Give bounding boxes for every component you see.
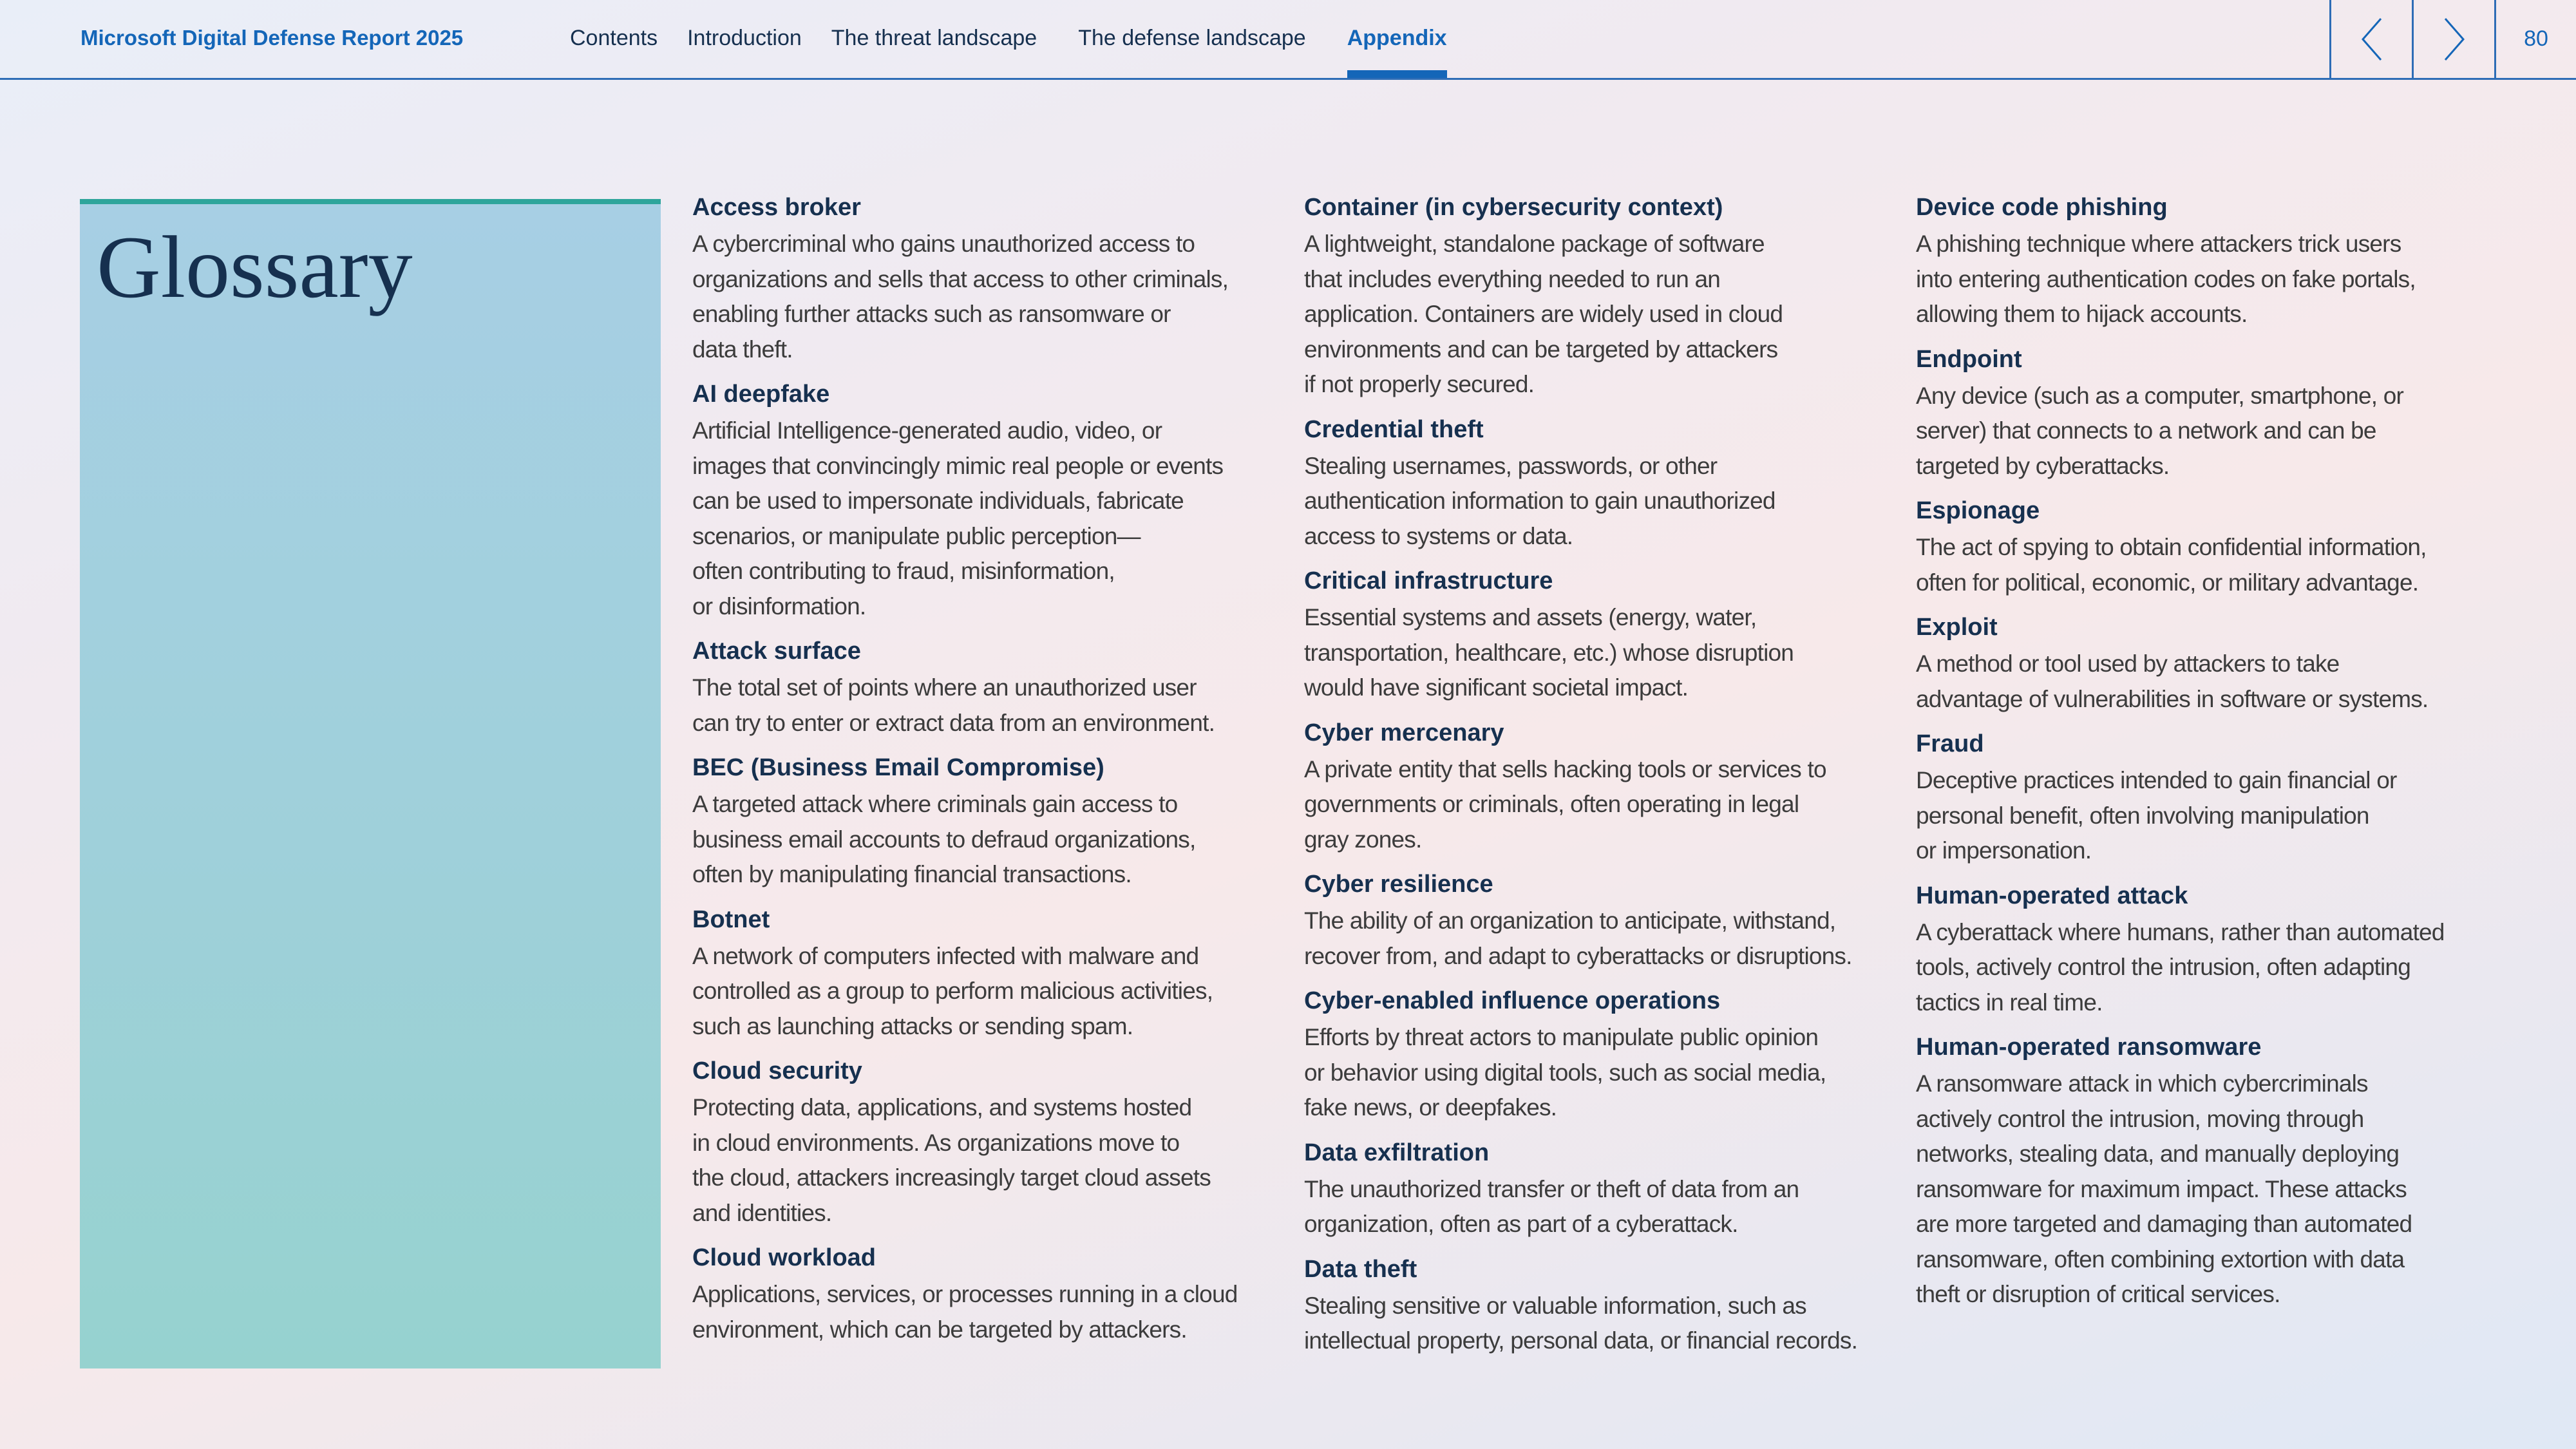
glossary-entry [1304, 1250, 1887, 1359]
glossary-term: Endpoint [1916, 345, 2022, 373]
previous-page-button[interactable] [2329, 0, 2412, 78]
definition-line: Applications, services, or processes running in a cloud [692, 1281, 1238, 1307]
glossary-definition [1916, 763, 2499, 869]
definition-line: often contributing to fraud, misinformation, [692, 558, 1115, 584]
glossary-term: BEC (Business Email Compromise) [692, 754, 1104, 781]
glossary-column-1 [692, 188, 1275, 1355]
glossary-definition [1304, 1020, 1887, 1126]
definition-line: controlled as a group to perform malicious activities, [692, 978, 1213, 1004]
definition-line: can try to enter or extract data from an environment. [692, 709, 1215, 736]
glossary-entry [1916, 876, 2499, 1021]
glossary-definition [1304, 600, 1887, 706]
glossary-term: Data theft [1304, 1255, 1417, 1283]
glossary-entry [1304, 562, 1887, 706]
definition-line: targeted by cyberattacks. [1916, 452, 2170, 479]
glossary-definition [692, 1090, 1275, 1231]
chevron-left-icon [2359, 16, 2385, 62]
definition-line: often for political, economic, or military advantage. [1916, 569, 2419, 596]
glossary-entry [692, 188, 1275, 367]
glossary-entry [1304, 714, 1887, 858]
glossary-entry [1304, 1133, 1887, 1242]
definition-line: often by manipulating financial transactions. [692, 861, 1132, 887]
definition-line: can be used to impersonate individuals, fabricate [692, 488, 1184, 514]
definition-line: A cybercriminal who gains unauthorized access to [692, 231, 1195, 257]
definition-line: personal benefit, often involving manipulation [1916, 802, 2369, 829]
chevron-right-icon [2441, 16, 2467, 62]
glossary-definition [1304, 449, 1887, 554]
glossary-term: Human-operated ransomware [1916, 1034, 2262, 1061]
glossary-term: Data exfiltration [1304, 1139, 1490, 1166]
definition-line: images that convincingly mimic real people or events [692, 452, 1224, 479]
glossary-term: Human-operated attack [1916, 882, 2188, 909]
definition-line: Stealing sensitive or valuable information, such as [1304, 1292, 1806, 1319]
definition-line: organizations and sells that access to other criminals, [692, 265, 1229, 292]
definition-line: ransomware, often combining extortion with data [1916, 1245, 2405, 1273]
glossary-term: Critical infrastructure [1304, 567, 1553, 594]
glossary-term: Device code phishing [1916, 194, 2168, 221]
definition-line: into entering authentication codes on fake portals, [1916, 265, 2416, 292]
definition-line: theft or disruption of critical services. [1916, 1281, 2280, 1307]
definition-line: enabling further attacks such as ransomware or [692, 301, 1171, 327]
definition-line: Any device (such as a computer, smartphone, or [1916, 382, 2404, 409]
glossary-title-panel [80, 199, 661, 1368]
definition-line: data theft. [692, 336, 793, 363]
glossary-definition [692, 787, 1275, 893]
glossary-entry [692, 900, 1275, 1045]
glossary-entry [692, 632, 1275, 741]
definition-line: or behavior using digital tools, such as social media, [1304, 1059, 1826, 1086]
definition-line: A method or tool used by attackers to take [1916, 650, 2340, 677]
definition-line: allowing them to hijack accounts. [1916, 301, 2248, 327]
nav-appendix[interactable]: Appendix [1347, 0, 1447, 78]
glossary-entry [692, 748, 1275, 893]
definition-line: advantage of vulnerabilities in software or systems. [1916, 685, 2429, 712]
glossary-entry [1916, 491, 2499, 600]
glossary-term: Cloud security [692, 1057, 862, 1084]
definition-line: the cloud, attackers increasingly target cloud assets [692, 1164, 1211, 1191]
definition-line: access to systems or data. [1304, 522, 1573, 549]
glossary-definition [692, 670, 1275, 741]
report-title[interactable]: Microsoft Digital Defense Report 2025 [80, 26, 464, 50]
glossary-definition [692, 1277, 1275, 1347]
definition-line: A lightweight, standalone package of software [1304, 231, 1765, 257]
definition-line: tactics in real time. [1916, 989, 2103, 1016]
glossary-definition [1916, 530, 2499, 600]
nav-contents[interactable]: Contents [570, 26, 658, 50]
glossary-definition [692, 413, 1275, 624]
definition-line: The ability of an organization to anticipate, withstand, [1304, 907, 1836, 934]
glossary-entry [692, 1052, 1275, 1231]
glossary-definition [1916, 379, 2499, 484]
definition-line: fake news, or deepfakes. [1304, 1094, 1557, 1121]
glossary-entry [1916, 188, 2499, 332]
page-title: Glossary [97, 218, 413, 316]
glossary-definition [1304, 904, 1887, 974]
glossary-term: Cloud workload [692, 1244, 876, 1271]
definition-line: Essential systems and assets (energy, water, [1304, 604, 1757, 630]
definition-line: Stealing usernames, passwords, or other [1304, 452, 1718, 479]
definition-line: tools, actively control the intrusion, often adapting [1916, 954, 2410, 980]
glossary-entry [1916, 340, 2499, 484]
definition-line: governments or criminals, often operating in legal [1304, 791, 1799, 817]
nav-defense-landscape[interactable]: The defense landscape [1078, 26, 1306, 50]
nav-threat-landscape[interactable]: The threat landscape [831, 26, 1037, 50]
definition-line: in cloud environments. As organizations move to [692, 1129, 1180, 1156]
definition-line: or impersonation. [1916, 837, 2092, 864]
top-navigation-bar [0, 0, 2576, 80]
glossary-definition [1304, 752, 1887, 858]
definition-line: A private entity that sells hacking tools or services to [1304, 755, 1826, 782]
definition-line: A ransomware attack in which cybercriminals [1916, 1070, 2368, 1097]
definition-line: transportation, healthcare, etc.) whose disruption [1304, 639, 1794, 666]
definition-line: actively control the intrusion, moving through [1916, 1105, 2364, 1132]
glossary-entry [1304, 981, 1887, 1126]
glossary-term: AI deepfake [692, 381, 830, 408]
definition-line: Deceptive practices intended to gain financial or [1916, 767, 2397, 793]
glossary-term: Fraud [1916, 730, 1984, 757]
glossary-definition [1916, 227, 2499, 332]
glossary-definition [1916, 647, 2499, 717]
glossary-entry [692, 375, 1275, 624]
glossary-entry [692, 1238, 1275, 1347]
definition-line: that includes everything needed to run an [1304, 265, 1721, 292]
glossary-definition [692, 939, 1275, 1045]
definition-line: environments and can be targeted by attackers [1304, 336, 1778, 363]
definition-line: Protecting data, applications, and systems hosted [692, 1094, 1192, 1121]
glossary-term: Container (in cybersecurity context) [1304, 194, 1723, 221]
definition-line: intellectual property, personal data, or financial records. [1304, 1327, 1858, 1354]
definition-line: organization, often as part of a cyberattack. [1304, 1211, 1738, 1237]
definition-line: recover from, and adapt to cyberattacks or disruptions. [1304, 942, 1852, 969]
definition-line: authentication information to gain unauthorized [1304, 488, 1776, 514]
glossary-entry [1304, 410, 1887, 554]
glossary-definition [1304, 1289, 1887, 1359]
glossary-definition [1304, 227, 1887, 402]
glossary-definition [1916, 915, 2499, 1021]
glossary-entry [1916, 1028, 2499, 1312]
definition-line: ransomware for maximum impact. These attacks [1916, 1175, 2407, 1202]
glossary-term: Botnet [692, 905, 770, 933]
next-page-button[interactable] [2412, 0, 2494, 78]
section-nav [570, 0, 1477, 78]
definition-line: such as launching attacks or sending spam. [692, 1012, 1133, 1039]
definition-line: are more targeted and damaging than automated [1916, 1211, 2412, 1237]
definition-line: gray zones. [1304, 826, 1422, 853]
glossary-term: Attack surface [692, 638, 861, 665]
definition-line: The total set of points where an unauthorized user [692, 674, 1197, 701]
definition-line: A cyberattack where humans, rather than automated [1916, 918, 2445, 945]
definition-line: if not properly secured. [1304, 371, 1535, 397]
glossary-term: Espionage [1916, 497, 2040, 524]
glossary-entry [1916, 608, 2499, 717]
definition-line: Artificial Intelligence-generated audio, video, or [692, 417, 1162, 444]
glossary-definition [1916, 1066, 2499, 1312]
glossary-definition [1304, 1172, 1887, 1242]
glossary-entry [1304, 865, 1887, 974]
definition-line: A phishing technique where attackers trick users [1916, 231, 2401, 257]
definition-line: environment, which can be targeted by attackers. [692, 1316, 1187, 1343]
glossary-column-3 [1916, 188, 2499, 1320]
glossary-entry [1304, 188, 1887, 402]
page-number: 80 [2494, 0, 2576, 78]
glossary-column-2 [1304, 188, 1887, 1367]
glossary-entry [1916, 724, 2499, 869]
definition-line: scenarios, or manipulate public perception— [692, 522, 1141, 549]
definition-line: server) that connects to a network and can be [1916, 417, 2376, 444]
glossary-term: Access broker [692, 194, 861, 221]
glossary-term: Cyber-enabled influence operations [1304, 987, 1721, 1014]
definition-line: networks, stealing data, and manually deploying [1916, 1141, 2400, 1167]
glossary-term: Cyber mercenary [1304, 719, 1504, 746]
nav-introduction[interactable]: Introduction [687, 26, 802, 50]
definition-line: would have significant societal impact. [1304, 674, 1689, 701]
definition-line: or disinformation. [692, 592, 866, 620]
glossary-term: Exploit [1916, 614, 1998, 641]
definition-line: A targeted attack where criminals gain access to [692, 791, 1178, 817]
definition-line: Efforts by threat actors to manipulate public opinion [1304, 1024, 1819, 1050]
definition-line: The unauthorized transfer or theft of data from an [1304, 1175, 1799, 1202]
definition-line: business email accounts to defraud organizations, [692, 826, 1196, 853]
definition-line: application. Containers are widely used in cloud [1304, 301, 1783, 327]
definition-line: and identities. [692, 1199, 832, 1226]
glossary-definition [692, 227, 1275, 367]
definition-line: A network of computers infected with malware and [692, 942, 1199, 969]
glossary-term: Cyber resilience [1304, 871, 1493, 898]
definition-line: The act of spying to obtain confidential information, [1916, 534, 2427, 560]
glossary-term: Credential theft [1304, 415, 1484, 443]
